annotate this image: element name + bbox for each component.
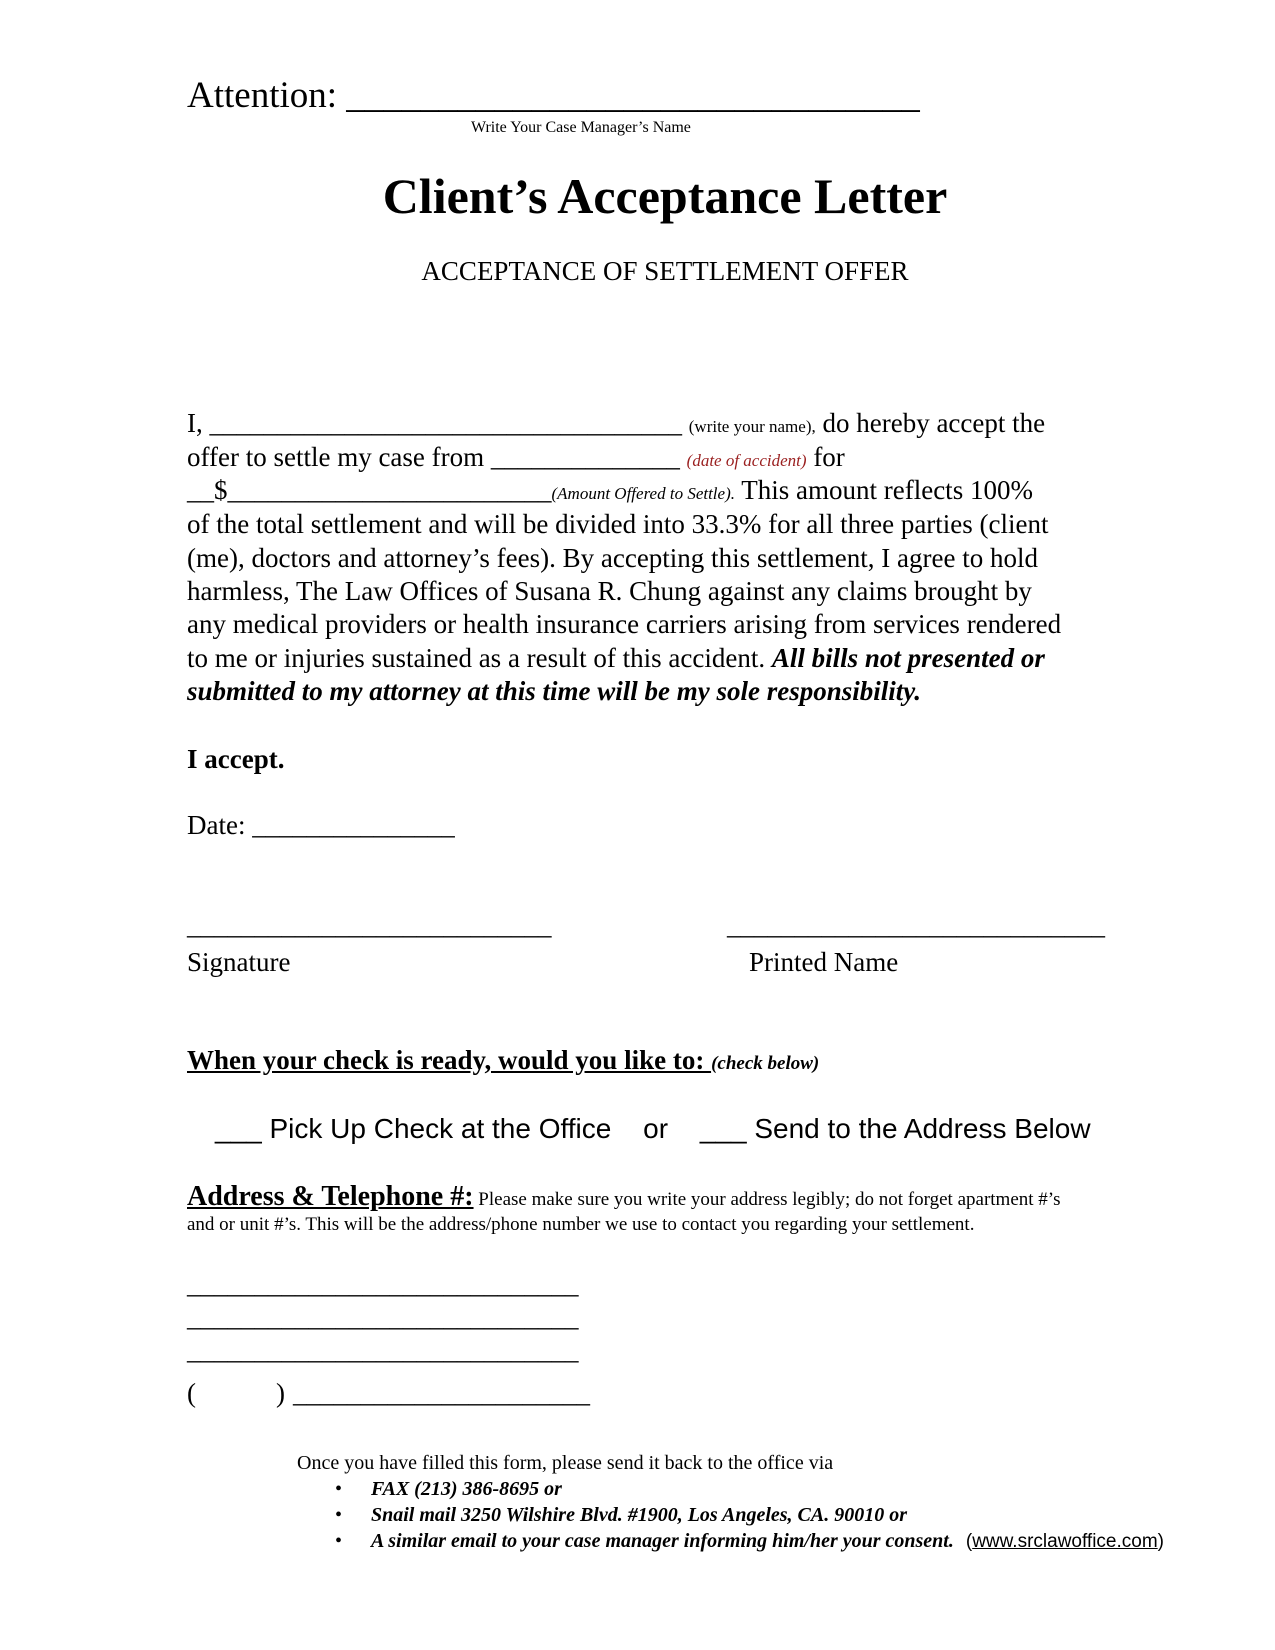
signature-label: Signature [187, 947, 291, 977]
pickup-checkbox[interactable]: ___ [215, 1113, 262, 1144]
address-note: Please make sure you write your address legibly; do not forget apartment #’s [473, 1189, 1061, 1210]
amount-offered-hint: (Amount Offered to Settle). [551, 484, 735, 503]
body-text: of the total settlement and will be divided into 33.3% for all three parties (client [187, 509, 1049, 539]
address-line-1-field[interactable]: _____________________________ [187, 1269, 579, 1299]
client-name-field[interactable]: I, ___________________________________ [187, 408, 689, 438]
phone-area-open: ( [187, 1378, 196, 1408]
accept-heading: I accept. [187, 744, 285, 774]
printed-name-label: Printed Name [749, 947, 899, 977]
bullet: • [335, 1530, 343, 1552]
body-text: harmless, The Law Offices of Susana R. Chung against any claims brought by [187, 576, 1032, 606]
footer-intro: Once you have filled this form, please send it back to the office via [297, 1452, 834, 1474]
body-text: any medical providers or health insurance carriers arising from services rendered [187, 609, 1062, 639]
or-label: or [643, 1113, 669, 1144]
send-checkbox[interactable]: ___ [699, 1113, 747, 1144]
phone-line [187, 1378, 590, 1409]
body-text: to me or injuries sustained as a result of this accident. [187, 643, 772, 673]
date-of-accident-hint: (date of accident) [686, 451, 807, 470]
address-line-2-field[interactable]: _____________________________ [187, 1302, 579, 1332]
responsibility-notice: submitted to my attorney at this time will be my sole responsibility. [187, 676, 921, 706]
check-options [215, 1113, 1091, 1145]
amount-offered-field[interactable]: __$________________________ [187, 475, 552, 505]
bullet: • [335, 1504, 343, 1526]
signature-field[interactable]: ___________________________ [187, 910, 552, 940]
email-option: A similar email to your case manager informing him/her your consent. [371, 1530, 954, 1552]
list-item [335, 1504, 907, 1527]
phone-area-close: ) [276, 1378, 285, 1408]
attention-label: Attention: [187, 75, 347, 116]
send-label: Send to the Address Below [746, 1113, 1091, 1144]
case-manager-name-field[interactable]: _______________________________ [346, 75, 920, 116]
page-subtitle: ACCEPTANCE OF SETTLEMENT OFFER [421, 256, 909, 286]
page-title: Client’s Acceptance Letter [382, 168, 948, 224]
pickup-label: Pick Up Check at the Office [261, 1113, 612, 1144]
date-label: Date: [187, 810, 253, 840]
attention-line [187, 74, 920, 117]
address-heading-line [187, 1181, 1060, 1213]
phone-number-field[interactable]: ______________________ [293, 1378, 590, 1408]
body-text: (me), doctors and attorney’s fees). By accepting this settlement, I agree to hold [187, 543, 1038, 573]
mail-option: Snail mail 3250 Wilshire Blvd. #1900, Los Angeles, CA. 90010 or [371, 1504, 907, 1526]
bullet: • [335, 1478, 343, 1500]
address-note-continued: and or unit #’s. This will be the address/phone number we use to contact you regarding your settlement. [187, 1214, 975, 1235]
body-paragraph [187, 408, 1147, 728]
list-item [335, 1530, 1164, 1553]
attention-sublabel: Write Your Case Manager’s Name [471, 119, 691, 136]
body-text: for [806, 442, 845, 472]
accident-date-field[interactable]: offer to settle my case from ______________ [187, 442, 687, 472]
link-paren-close: ) [1157, 1531, 1164, 1552]
printed-name-field[interactable]: ____________________________ [727, 910, 1105, 940]
list-item [335, 1478, 562, 1501]
write-your-name-hint: (write your name), [688, 417, 816, 436]
fax-option: FAX (213) 386-8695 or [371, 1478, 562, 1500]
website-link[interactable]: www.srclawoffice.com [972, 1531, 1158, 1552]
body-text: This amount reflects 100% [735, 475, 1033, 505]
address-heading: Address & Telephone #: [187, 1181, 474, 1212]
check-below-hint: (check below) [711, 1053, 820, 1074]
date-line [187, 810, 455, 841]
responsibility-notice: All bills not presented or [771, 643, 1045, 673]
body-text: do hereby accept the [815, 408, 1046, 438]
address-line-3-field[interactable]: _____________________________ [187, 1335, 579, 1365]
date-field[interactable]: _______________ [252, 810, 455, 840]
check-question [187, 1045, 819, 1076]
link-paren-open: ( [965, 1531, 973, 1552]
check-question-text: When your check is ready, would you like to: [187, 1045, 712, 1075]
